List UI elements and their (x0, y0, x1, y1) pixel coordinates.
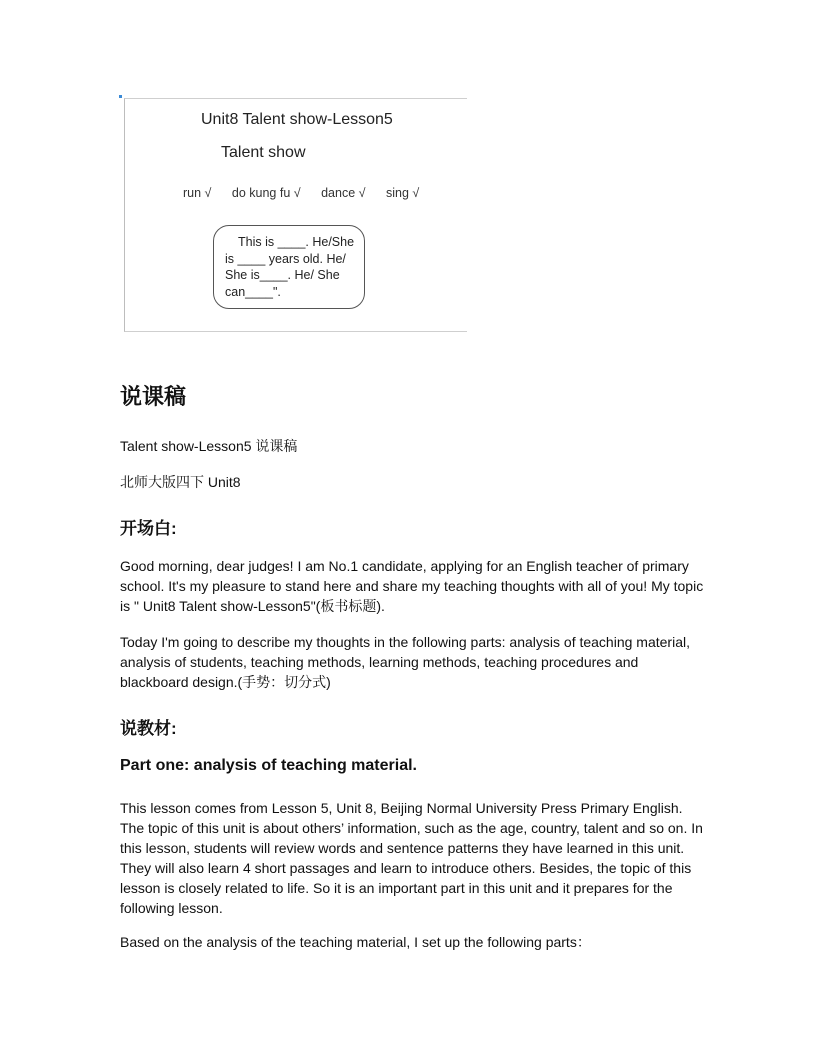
board-subtitle: Talent show (221, 144, 306, 161)
part-one-heading: Part one: analysis of teaching material. (120, 757, 417, 774)
sentence-pattern-bubble (213, 225, 365, 309)
lesson-subtitle: Talent show-Lesson5 说课稿 (120, 438, 298, 454)
talent-item: run √ (183, 186, 212, 200)
talent-item: sing √ (385, 186, 420, 200)
bubble-line: She is____. He/ She (225, 268, 340, 282)
section-heading-opening: 开场白: (120, 519, 177, 538)
talent-list (183, 186, 436, 200)
bubble-line: is ____ years old. He/ (225, 251, 346, 266)
paragraph-greeting: Good morning, dear judges! I am No.1 candidate, applying for an English teacher of primary school. It's my pleasure to stand here and share my teaching thoughts with all of you! My topic is " Unit8 Talent show-Lesson5"(板书标题). (120, 558, 704, 614)
corner-marker (119, 95, 122, 98)
bubble-line: This is ____. He/She (238, 235, 355, 249)
blackboard-design-image (124, 98, 467, 332)
section-heading-material: 说教材: (120, 719, 177, 738)
talent-item: dance √ (321, 186, 366, 200)
document-title: 说课稿 (120, 384, 187, 409)
paragraph-based-on: Based on the analysis of the teaching material, I set up the following parts： (120, 934, 591, 950)
paragraph-material: This lesson comes from Lesson 5, Unit 8, Beijing Normal University Press Primary English. The topic of this unit is about others’ information, such as the age, country, talent and so on. In this lesson, students will review words and sentence patterns they have learned in this unit. They will also learn 4 short passages and learn to introduce others. Besides, the topic of this lesson is closely related to life. So it is an important part in this unit and it prepares for the following lesson. (120, 800, 703, 916)
bubble-line: can____". (225, 284, 281, 299)
board-title: Unit8 Talent show-Lesson5 (201, 111, 393, 128)
edition-line: 北师大版四下 Unit8 (120, 474, 241, 490)
paragraph-outline: Today I'm going to describe my thoughts in the following parts: analysis of teaching material, analysis of students, teaching methods, learning methods, teaching procedures and blackboard design.(手势：切分式) (120, 634, 690, 690)
talent-item: do kung fu √ (231, 186, 301, 200)
